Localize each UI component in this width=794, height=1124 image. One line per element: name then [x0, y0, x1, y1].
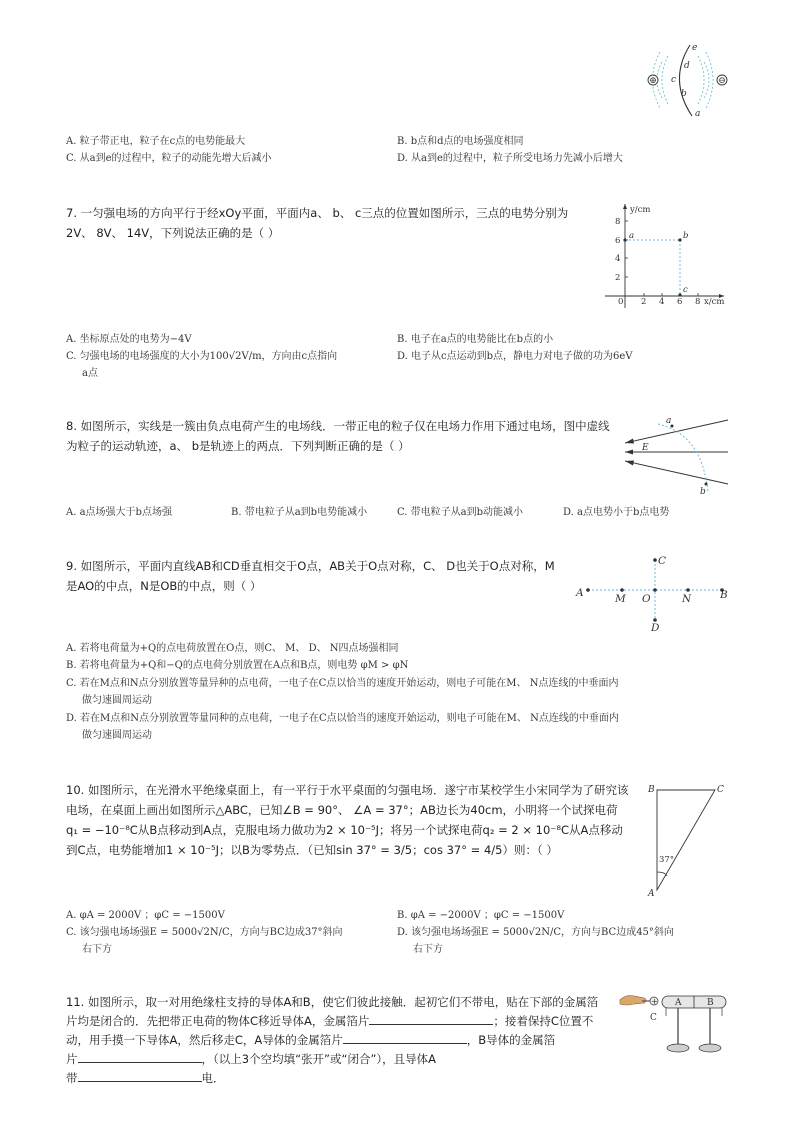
q7-option-c-cont: a点	[82, 368, 98, 379]
q8-option-a[interactable]: A. a点场强大于b点场强	[66, 507, 172, 518]
q7-y-tick-4: 4	[615, 254, 621, 264]
q8-option-b[interactable]: B. 带电粒子从a到b电势能减小	[231, 507, 368, 518]
q7-x-tick-8: 8	[695, 297, 701, 307]
q7-stem: 7. 一匀强电场的方向平行于经xOy平面，平面内a、 b、 c三点的位置如图所示，三点的电势分别为2V、 8V、 14V，下列说法正确的是（ ）	[66, 206, 569, 240]
q9-label-m: M	[615, 593, 626, 605]
q11-blank-1[interactable]	[369, 1012, 493, 1025]
q6-minus-charge: ⊖	[718, 76, 726, 86]
q6-option-a[interactable]: A. 粒子带正电，粒子在c点的电势能最大	[66, 136, 246, 147]
q8-label-a: a	[666, 416, 672, 426]
q10-stem-line2: 电场，在桌面上画出如图所示△ABC，已知∠B = 90°、 ∠A = 37°；AB边长为40cm，小明将一个试探电荷	[66, 803, 618, 817]
q6-label-b: b	[681, 89, 687, 99]
q11-label-c: C	[650, 1013, 657, 1023]
q7-coordinate-figure	[600, 198, 730, 310]
q10-triangle-figure	[645, 780, 735, 898]
q8-option-c[interactable]: C. 带电粒子从a到b动能减小	[397, 507, 524, 518]
q7-option-d[interactable]: D. 电子从c点运动到b点，静电力对电子做的功为6eV	[397, 351, 633, 362]
q11-line5-text-b: 电．	[201, 1071, 225, 1085]
q10-option-c-cont: 右下方	[82, 944, 112, 955]
q7-y-axis-label: y/cm	[630, 205, 651, 215]
q7-option-b[interactable]: B. 电子在a点的电势能比在b点的小	[397, 334, 554, 345]
q9-option-a[interactable]: A. 若将电荷量为+Q的点电荷放置在O点，则C、 M、 D、 N四点场强相同	[66, 643, 399, 654]
q6-label-a: a	[695, 109, 701, 119]
q11-blank-2[interactable]	[343, 1031, 467, 1044]
q9-option-c-cont: 做匀速圆周运动	[82, 695, 152, 706]
q10-label-a: A	[648, 889, 655, 898]
q6-label-c: c	[671, 75, 677, 85]
q6-option-b[interactable]: B. b点和d点的电场强度相同	[397, 136, 524, 147]
q10-option-c[interactable]: C. 该匀强电场场强E = 5000√2N/C，方向与BC边成37°斜向	[66, 927, 343, 938]
q7-x-tick-2: 2	[641, 297, 647, 307]
q10-angle-label: 37°	[659, 855, 675, 865]
q7-x-tick-6: 6	[677, 297, 683, 307]
q9-label-n: N	[682, 593, 692, 605]
q6-option-c[interactable]: C. 从a到e的过程中，粒子的动能先增大后减小	[66, 153, 272, 164]
q8-label-b: b	[700, 487, 706, 497]
q11-line2	[66, 1011, 593, 1031]
q9-cross-figure	[572, 550, 732, 634]
q11-line2-text-b: ；接着保持C位置不	[493, 1014, 594, 1028]
q9-option-b[interactable]: B. 若将电荷量为+Q和−Q的点电荷分别放置在A点和B点，则电势 φM > φN	[66, 660, 409, 671]
q7-point-a: a	[629, 231, 635, 241]
q7-x-axis-label: x/cm	[704, 297, 725, 307]
q10-option-b[interactable]: B. φA = −2000V ；φC = −1500V	[397, 910, 565, 921]
q10-option-a[interactable]: A. φA = 2000V ；φC = −1500V	[66, 910, 225, 921]
q7-option-a[interactable]: A. 坐标原点处的电势为−4V	[66, 334, 192, 345]
q7-option-c[interactable]: C. 匀强电场的电场强度的大小为100√2V/m，方向由c点指向	[66, 351, 338, 362]
q11-line5	[66, 1068, 225, 1088]
q10-label-b: B	[648, 785, 655, 795]
q11-line4-text-a: 片	[66, 1052, 78, 1066]
q9-label-o: O	[642, 593, 651, 605]
q6-label-d: d	[684, 61, 690, 71]
q11-label-b: B	[707, 998, 714, 1008]
q7-point-c: c	[683, 285, 688, 295]
q9-label-a: A	[576, 587, 584, 599]
q11-line3-text-a: 动，用手摸一下导体A，然后移走C，A导体的金属箔片	[66, 1033, 343, 1047]
q10-stem-line4: 到C点，电势能增加1 × 10⁻⁵J；以B为零势点．（已知sin 37° = 3/5；cos 37° = 4/5）则：（ ）	[66, 843, 558, 857]
q7-x-tick-4: 4	[659, 297, 665, 307]
q7-y-tick-8: 8	[615, 217, 621, 227]
q8-field-figure	[620, 410, 730, 498]
q9-label-c: C	[658, 555, 667, 567]
q6-label-e: e	[692, 43, 698, 53]
q6-figure	[640, 40, 735, 120]
q11-label-a: A	[675, 998, 682, 1008]
q9-label-b: B	[720, 589, 728, 601]
q9-option-d-cont: 做匀速圆周运动	[82, 730, 152, 741]
q8-option-d[interactable]: D. a点电势小于b点电势	[563, 507, 670, 518]
q10-option-d[interactable]: D. 该匀强电场场强E = 5000√2N/C，方向与BC边成45°斜向	[397, 927, 674, 938]
q6-plus-charge: ⊕	[649, 76, 657, 86]
q10-stem-line3: q₁ = −10⁻⁸C从B点移动到A点，克服电场力做功为2 × 10⁻⁵J；将另一个试探电荷q₂ = 2 × 10⁻⁸C从A点移动	[66, 823, 623, 837]
q9-option-c[interactable]: C. 若在M点和N点分别放置等量异种的点电荷，一电子在C点以恰当的速度开始运动，则电子可能在M、 N点连线的中垂面内	[66, 678, 619, 689]
q8-label-e: E	[642, 443, 649, 453]
q9-stem: 9. 如图所示，平面内直线AB和CD垂直相交于O点，AB关于O点对称，C、 D也关于O点对称，M是AO的中点，N是OB的中点，则（ ）	[66, 559, 555, 593]
q7-point-b: b	[683, 231, 689, 241]
q6-option-d[interactable]: D. 从a到e的过程中，粒子所受电场力先减小后增大	[397, 153, 623, 164]
q11-line2-text-a: 片均是闭合的．先把带正电荷的物体C移近导体A，金属箔片	[66, 1014, 370, 1028]
q11-blank-3[interactable]	[78, 1050, 202, 1063]
q11-line3	[66, 1030, 555, 1050]
q7-y-tick-2: 2	[615, 273, 621, 283]
q8-stem: 8. 如图所示，实线是一簇由负点电荷产生的电场线．一带正电的粒子仅在电场力作用下通过电场，图中虚线为粒子的运动轨迹，a、 b是轨迹上的两点．下列判断正确的是（ ）	[66, 419, 610, 453]
q9-option-d[interactable]: D. 若在M点和N点分别放置等量同种的点电荷，一电子在C点以恰当的速度开始运动，则电子可能在M、 N点连线的中垂面内	[66, 713, 619, 724]
q10-label-c: C	[717, 785, 724, 795]
q7-y-tick-6: 6	[615, 236, 621, 246]
q11-line1: 11. 如图所示，取一对用绝缘柱支持的导体A和B，使它们彼此接触．起初它们不带电，贴在下部的金属箔	[66, 995, 599, 1009]
q10-stem-line1: 10. 如图所示，在光滑水平绝缘桌面上，有一平行于水平桌面的匀强电场．遂宁市某校学生小宋同学为了研究该	[66, 783, 629, 797]
q11-conductor-figure	[618, 990, 733, 1060]
q9-label-d: D	[651, 622, 660, 634]
q11-line4	[66, 1049, 436, 1069]
q11-line4-text-b: ，（以上3个空均填“张开”或“闭合”），且导体A	[201, 1052, 437, 1066]
q11-line5-text-a: 带	[66, 1071, 78, 1085]
q11-plus-sign: +	[651, 997, 658, 1006]
q11-line3-text-b: ，B导体的金属箔	[466, 1033, 556, 1047]
q11-blank-4[interactable]	[78, 1069, 202, 1082]
q10-option-d-cont: 右下方	[413, 944, 443, 955]
q7-origin: 0	[618, 297, 624, 307]
